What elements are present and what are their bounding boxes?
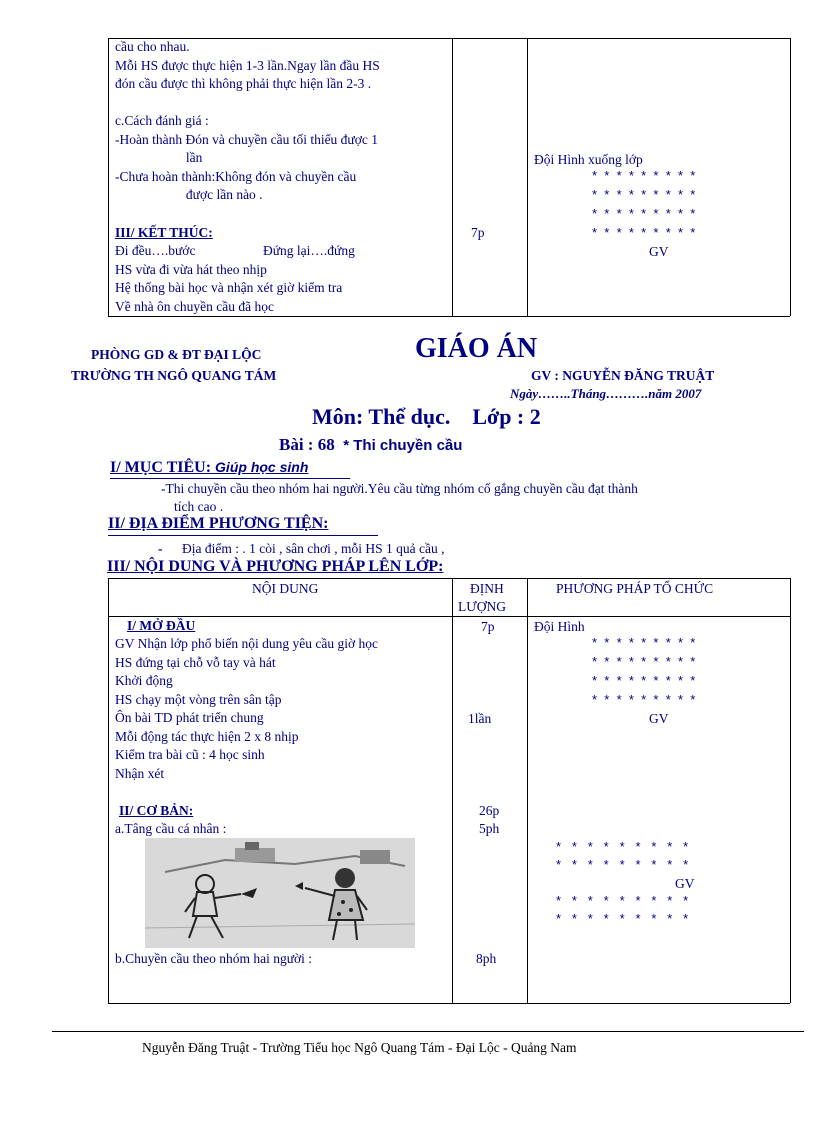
muc-tieu-section <box>110 459 308 477</box>
student-row: * * * * * * * * * <box>592 206 696 221</box>
chuyen-cau-amount: 8ph <box>476 951 497 966</box>
cont-line: Mỗi HS được thực hiện 1-3 lần.Ngay lần đầu HS <box>115 57 380 73</box>
muc-tieu-sub: Giúp học sinh <box>215 459 309 475</box>
tang-cau-label: a.Tâng cầu cá nhân : <box>115 821 227 836</box>
cont-line: cầu cho nhau. <box>115 39 190 54</box>
mo-dau-line: Khởi động <box>115 673 173 688</box>
dia-diem-text: Địa điểm : . 1 còi , sân chơi , mỗi HS 1 quả cầu , <box>182 541 445 556</box>
mo-dau-amount: 7p <box>481 619 495 634</box>
student-row: * * * * * * * * * <box>556 911 689 926</box>
student-row: * * * * * * * * * <box>592 635 696 650</box>
ket-thuc-line: Đi đều….bước Đứng lại….đứng <box>115 243 355 258</box>
noi-dung-heading: III/ NỘI DUNG VÀ PHƯƠNG PHÁP LÊN LỚP: <box>107 558 444 575</box>
muc-tieu-text: -Thi chuyền cầu theo nhóm hai người.Yêu cầu từng nhóm cố gắng chuyền cầu đạt thành <box>161 481 638 496</box>
col-header-noi-dung: NỘI DUNG <box>252 581 319 596</box>
page-footer: Nguyễn Đăng Truật - Trường Tiểu học Ngô Quang Tám - Đại Lộc - Quảng Nam <box>142 1040 577 1055</box>
mo-dau-line: Mỗi động tác thực hiện 2 x 8 nhịp <box>115 728 299 744</box>
student-row: * * * * * * * * * <box>556 893 689 908</box>
cont-line: -Chưa hoàn thành:Không đón và chuyền cầu <box>115 168 357 184</box>
mo-dau-amount2: 1lần <box>468 711 492 726</box>
continuation-text <box>115 38 380 205</box>
subject-line: Môn: Thể dục. Lớp : 2 <box>312 404 541 429</box>
mo-dau-line: Ôn bài TD phát triển chung <box>115 710 264 725</box>
cont-line <box>115 94 380 113</box>
mo-dau-line: GV Nhận lớp phổ biến nội dung yêu cầu giờ học <box>115 636 378 651</box>
student-row: * * * * * * * * * <box>592 654 696 669</box>
cont-line: được lần nào . <box>115 187 263 202</box>
date-line: Ngày……..Tháng……….năm 2007 <box>510 386 702 401</box>
muc-tieu-text: tích cao . <box>174 499 224 514</box>
players-drawing <box>145 838 415 948</box>
mo-dau-heading: I/ MỞ ĐẦU <box>127 618 196 633</box>
mo-dau-line: Kiểm tra bài cũ : 4 học sinh <box>115 747 265 762</box>
shuttlecock-illustration <box>145 838 415 948</box>
teacher-marker: GV <box>649 244 669 259</box>
student-row: * * * * * * * * * <box>592 168 696 183</box>
formation1-label: Đội Hình <box>534 619 585 634</box>
co-ban-heading: II/ CƠ BẢN: <box>119 803 194 818</box>
student-row: * * * * * * * * * <box>592 225 696 240</box>
lesson-line <box>279 435 462 455</box>
student-row: * * * * * * * * * <box>556 839 689 854</box>
chuyen-cau-label: b.Chuyền cầu theo nhóm hai người : <box>115 951 313 966</box>
ket-thuc-line: HS vừa đi vừa hát theo nhịp <box>115 261 267 277</box>
ket-thuc-text <box>115 242 355 316</box>
mo-dau-line: HS chạy một vòng trên sân tập <box>115 691 282 707</box>
formation-label: Đội Hình xuống lớp <box>534 152 643 167</box>
cont-line: lần <box>115 150 203 165</box>
mo-dau-text <box>115 635 378 783</box>
ket-thuc-amount: 7p <box>471 225 485 240</box>
ket-thuc-line: Về nhà ôn chuyền cầu đã học <box>115 298 274 314</box>
ket-thuc-line: Hệ thống bài học và nhận xét giờ kiểm tra <box>115 280 343 295</box>
tang-cau-amount: 5ph <box>479 821 500 836</box>
department: PHÒNG GD & ĐT ĐẠI LỘC <box>91 347 262 362</box>
student-row: * * * * * * * * * <box>592 692 696 707</box>
teacher-name: GV : NGUYỄN ĐĂNG TRUẬT <box>531 368 715 383</box>
dia-diem-heading: II/ ĐỊA ĐIỂM PHƯƠNG TIỆN: <box>108 515 329 532</box>
col-header-dinh-luong: LƯỢNG <box>458 599 506 614</box>
muc-tieu-heading: I/ MỤC TIÊU: <box>110 459 216 476</box>
student-row: * * * * * * * * * <box>556 857 689 872</box>
lesson-number: Bài : 68 <box>279 435 344 454</box>
dia-diem-bullet: - <box>158 541 163 556</box>
cont-line: -Hoàn thành Đón và chuyền cầu tối thiểu được 1 <box>115 131 379 147</box>
co-ban-amount: 26p <box>479 803 500 818</box>
mo-dau-line: HS đứng tại chỗ vỗ tay và hát <box>115 654 276 670</box>
col-header-phuong-phap: PHƯƠNG PHÁP TỔ CHỨC <box>556 581 714 596</box>
ket-thuc-heading: III/ KẾT THÚC: <box>115 225 213 240</box>
cont-line: c.Cách đánh giá : <box>115 113 209 128</box>
teacher-marker: GV <box>675 876 695 891</box>
student-row: * * * * * * * * * <box>592 187 696 202</box>
lesson-name: * Thi chuyền cầu <box>343 437 463 454</box>
page-title: GIÁO ÁN <box>415 333 538 364</box>
col-header-dinh-luong: ĐỊNH <box>470 581 504 596</box>
mo-dau-line: Nhận xét <box>115 765 165 781</box>
student-row: * * * * * * * * * <box>592 673 696 688</box>
school: TRƯỜNG TH NGÔ QUANG TÁM <box>71 368 277 383</box>
cont-line: đón cầu được thì không phải thực hiện lần 2-3 . <box>115 76 372 91</box>
teacher-marker: GV <box>649 711 669 726</box>
